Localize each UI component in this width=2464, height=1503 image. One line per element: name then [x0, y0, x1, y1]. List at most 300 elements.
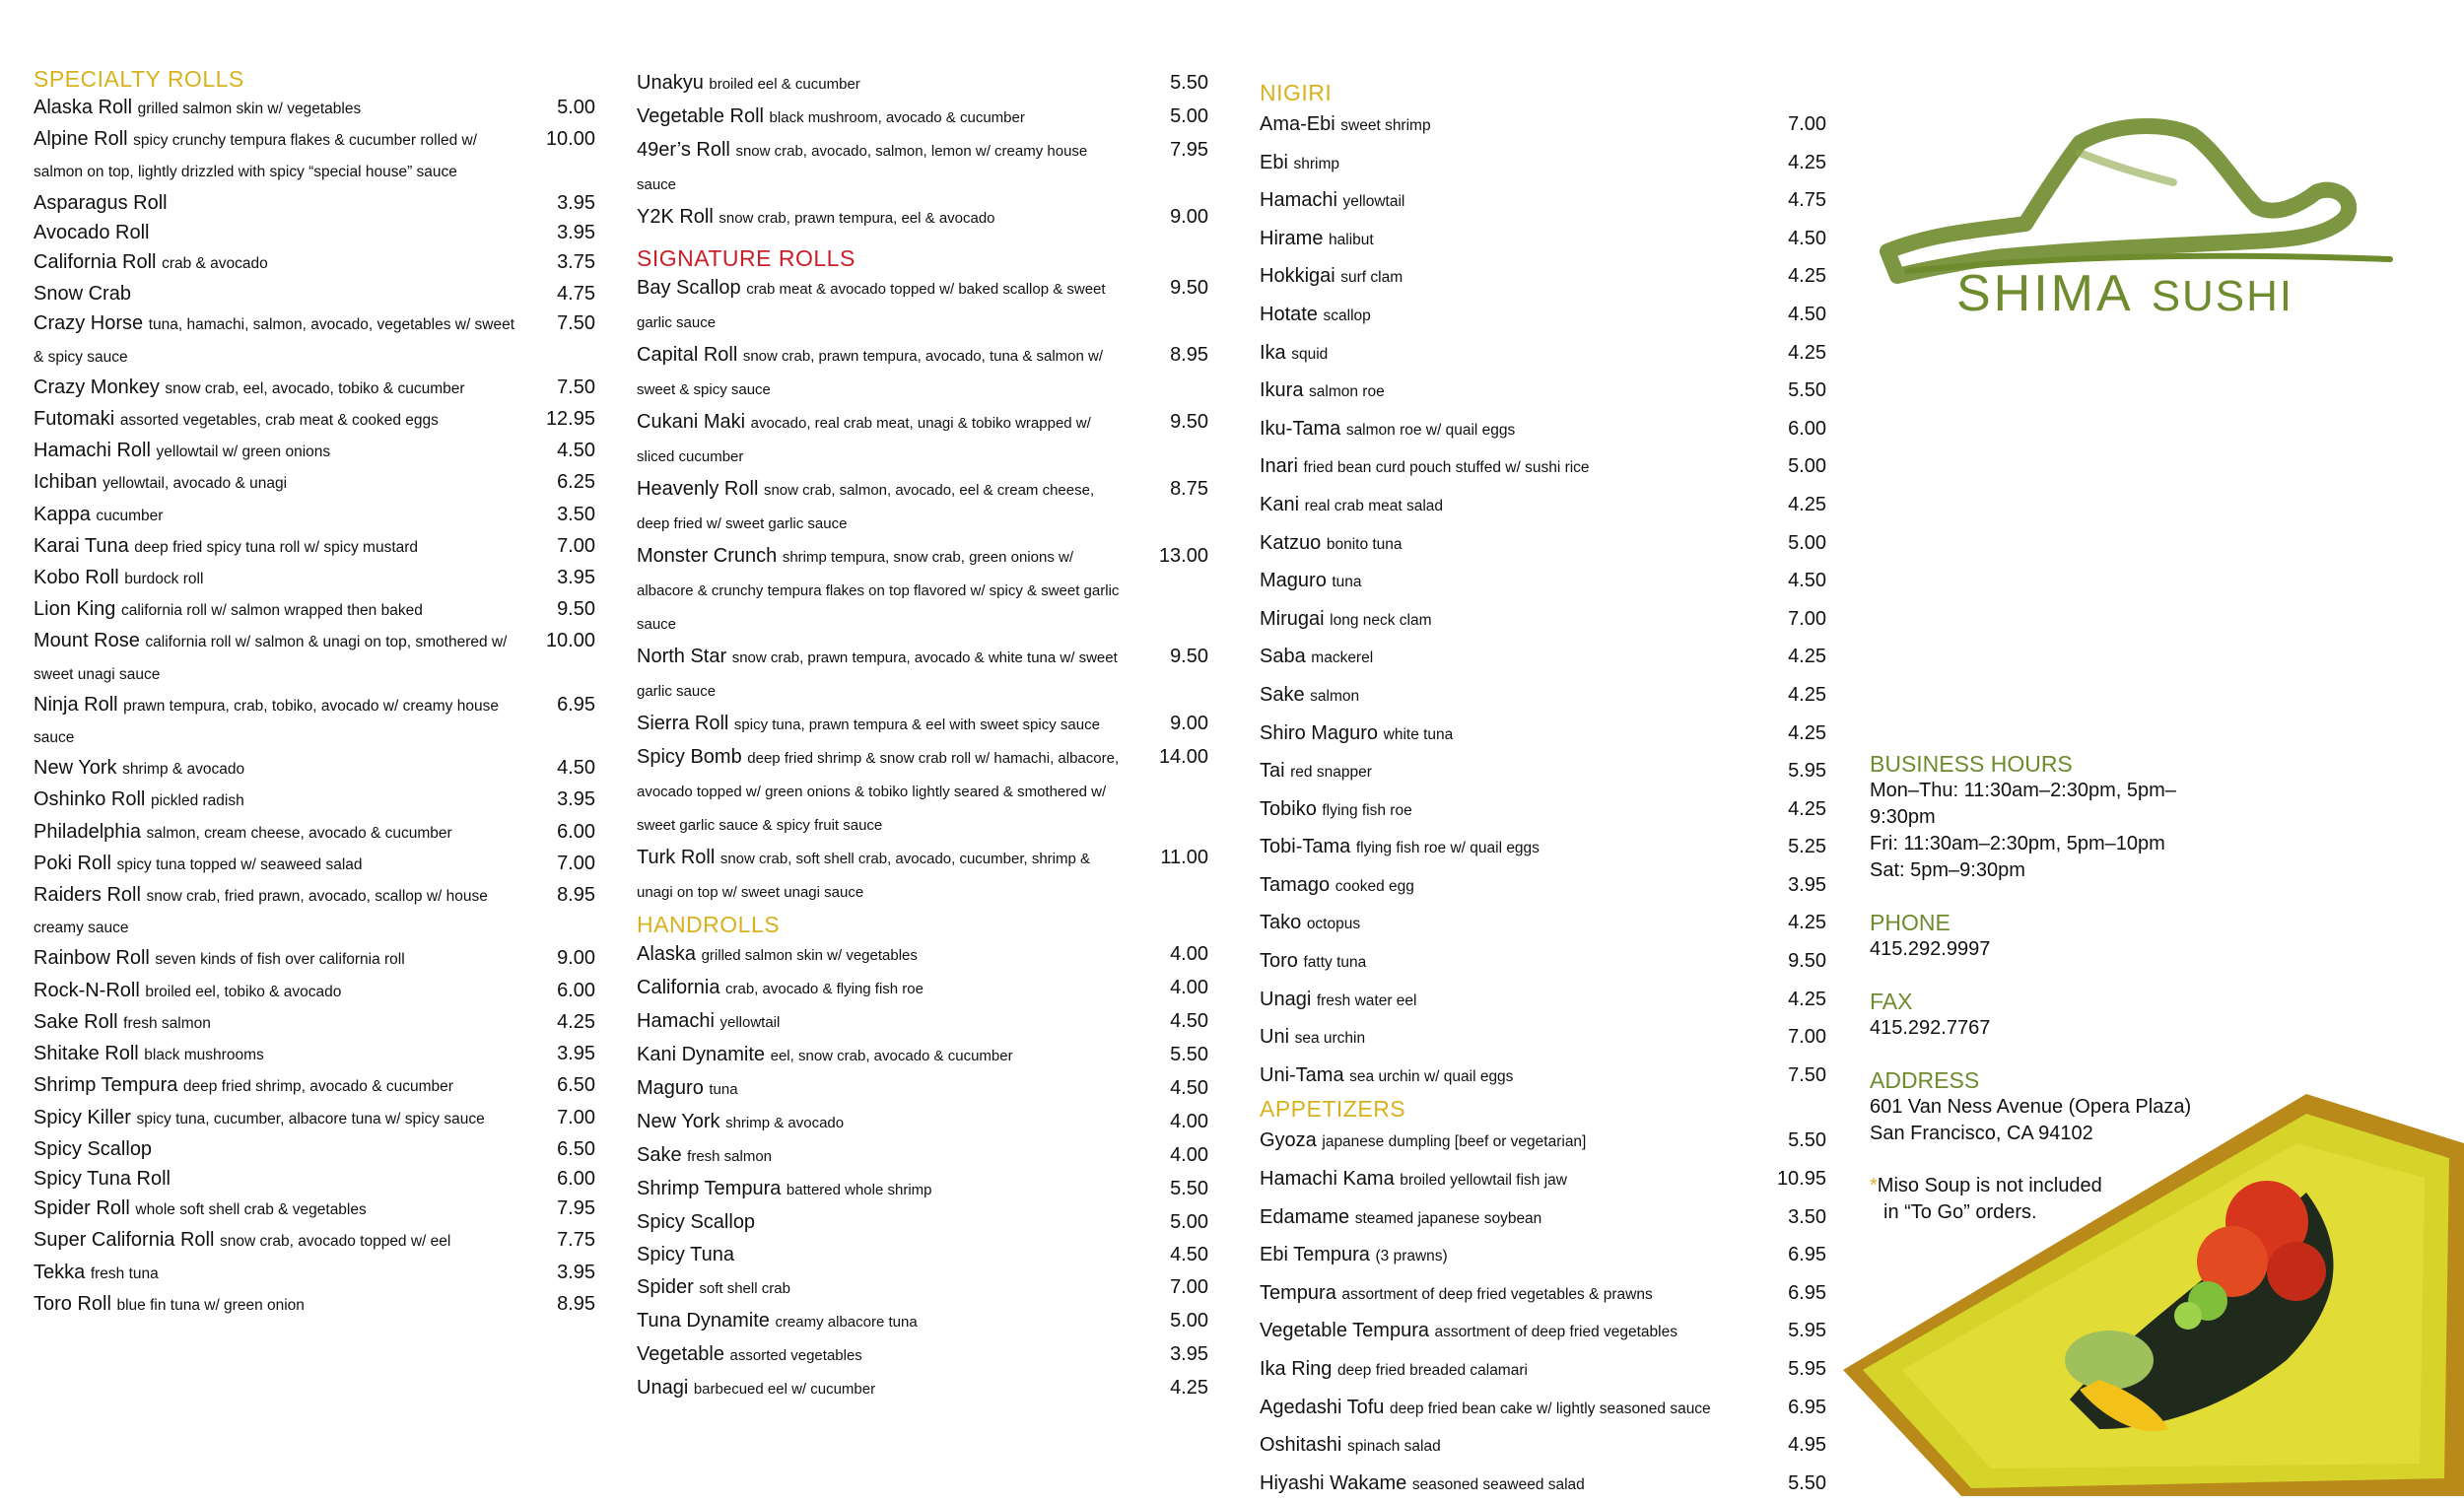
- menu-item-description: pickled radish: [150, 792, 244, 810]
- menu-item-description: deep fried shrimp & snow crab roll w/ hamachi, albacore, avocado topped w/ green onions & tobiko lightly seared & smothered w/ sweet garlic sauce & spicy fruit sauce: [637, 750, 1120, 834]
- menu-item-text: [34, 1194, 526, 1225]
- menu-item-name: Gyoza: [1260, 1129, 1317, 1152]
- menu-item: [637, 1271, 1208, 1305]
- menu-item-name: Shrimp Tempura: [34, 1074, 178, 1097]
- menu-item-name: Hotate: [1260, 303, 1318, 325]
- menu-item-price: 6.95: [1788, 1244, 1826, 1266]
- menu-item-description: deep fried bean cake w/ lightly seasoned sauce: [1389, 1400, 1711, 1417]
- menu-item-description: tuna: [709, 1081, 738, 1098]
- menu-item-description: shrimp & avocado: [725, 1115, 845, 1131]
- menu-item-text: [1260, 867, 1757, 906]
- menu-item: [1260, 1466, 1826, 1503]
- menu-item-description: snow crab, soft shell crab, avocado, cucumber, shrimp & unagi on top w/ sweet unagi sauce: [637, 851, 1091, 901]
- menu-item: [34, 690, 595, 753]
- menu-item-description: salmon roe: [1309, 383, 1385, 401]
- menu-item-name: Tempura: [1260, 1281, 1336, 1304]
- menu-item: [637, 272, 1208, 339]
- menu-item-text: [637, 272, 1139, 339]
- menu-item: [637, 101, 1208, 134]
- menu-item-text: [1260, 1275, 1757, 1314]
- menu-item-description: red snapper: [1290, 764, 1372, 782]
- menu-item-name: Hokkigai: [1260, 265, 1335, 288]
- menu-item: [1260, 791, 1826, 830]
- menu-item-description: blue fin tuna w/ green onion: [116, 1296, 305, 1314]
- menu-item-price: 5.95: [1788, 1358, 1826, 1380]
- menu-item-name: Tamago: [1260, 873, 1331, 896]
- menu-item-name: Ika: [1260, 341, 1286, 364]
- menu-item-name: Tai: [1260, 760, 1285, 783]
- menu-item-price: 7.00: [557, 852, 595, 874]
- menu-item: [1260, 1237, 1826, 1275]
- menu-item-price: 13.00: [1158, 545, 1208, 567]
- menu-item-text: [1260, 1123, 1757, 1161]
- menu-item-price: 7.00: [1788, 113, 1826, 135]
- menu-item: [34, 594, 595, 626]
- menu-item-name: Bay Scallop: [637, 277, 741, 299]
- menu-item-description: flying fish roe: [1322, 801, 1412, 819]
- menu-item-text: [34, 500, 526, 531]
- menu-item-text: [34, 404, 526, 436]
- menu-item-name: Agedashi Tofu: [1260, 1396, 1385, 1418]
- menu-item-price: 3.95: [1170, 1343, 1208, 1365]
- menu-item-description: cucumber: [96, 507, 164, 524]
- menu-item-price: 6.95: [1788, 1396, 1826, 1418]
- menu-item: [1260, 1427, 1826, 1466]
- menu-item-name: Ika Ring: [1260, 1358, 1333, 1380]
- menu-item: [1260, 1058, 1826, 1096]
- menu-item-text: [34, 531, 526, 563]
- menu-item-price: 5.50: [1788, 1471, 1826, 1494]
- menu-item-price: 4.00: [1170, 977, 1208, 998]
- menu-item-text: [637, 1173, 1139, 1206]
- menu-item-text: [34, 218, 526, 247]
- menu-item-text: [637, 641, 1139, 708]
- menu-item-text: [1260, 905, 1757, 943]
- menu-item-description: snow crab, fried prawn, avocado, scallop w/ house creamy sauce: [34, 888, 488, 937]
- menu-item-name: Ebi: [1260, 151, 1288, 173]
- menu-item-description: sea urchin w/ quail eggs: [1349, 1067, 1514, 1085]
- menu-item-description: salmon, cream cheese, avocado & cucumber: [146, 824, 452, 842]
- column-two: [637, 67, 1208, 1405]
- menu-item-description: avocado, real crab meat, unagi & tobiko wrapped w/ sliced cucumber: [637, 415, 1091, 465]
- menu-item-description: halibut: [1329, 231, 1374, 248]
- menu-item-description: crab & avocado: [162, 255, 268, 273]
- menu-item-name: Spicy Tuna: [637, 1244, 734, 1265]
- menu-item-price: 7.00: [1788, 607, 1826, 630]
- menu-item-text: [1260, 487, 1757, 525]
- menu-item-price: 5.25: [1788, 836, 1826, 858]
- menu-item-price: 9.50: [1170, 411, 1208, 433]
- menu-item: [34, 436, 595, 467]
- menu-item-name: Kani Dynamite: [637, 1044, 766, 1065]
- menu-item: [1260, 258, 1826, 297]
- menu-item-name: Spicy Scallop: [637, 1211, 756, 1233]
- menu-item-text: [1260, 1313, 1757, 1351]
- menu-item-name: Vegetable Tempura: [1260, 1320, 1429, 1342]
- menu-item: [1260, 943, 1826, 982]
- menu-item: [34, 849, 595, 880]
- menu-item-text: [1260, 639, 1757, 677]
- menu-item-price: 8.75: [1170, 478, 1208, 500]
- menu-item-name: Alaska: [637, 943, 697, 965]
- address-line: San Francisco, CA 94102: [1870, 1123, 2093, 1144]
- menu-item-price: 7.00: [1170, 1276, 1208, 1298]
- menu-item-text: [637, 1072, 1139, 1106]
- menu-item: [637, 1239, 1208, 1271]
- menu-item-description: assortment of deep fried vegetables & prawns: [1341, 1285, 1653, 1303]
- nigiri-heading: NIGIRI: [1260, 80, 1333, 105]
- menu-item-name: Toro Roll: [34, 1292, 111, 1315]
- specialty-column: [34, 65, 595, 1321]
- menu-item-description: fresh salmon: [687, 1148, 773, 1165]
- menu-item-name: Spicy Bomb: [637, 746, 742, 768]
- menu-item: [34, 279, 595, 308]
- menu-item: [34, 467, 595, 499]
- menu-item-name: Mirugai: [1260, 607, 1325, 630]
- menu-item-text: [1260, 1199, 1757, 1238]
- menu-item-name: Spider: [637, 1276, 694, 1298]
- menu-item-price: 5.00: [557, 97, 595, 118]
- menu-item-price: 6.50: [557, 1074, 595, 1097]
- menu-item: [1260, 487, 1826, 525]
- menu-item-text: [34, 279, 526, 308]
- specialty-cont-list: [637, 67, 1208, 235]
- handroll-photo: [1843, 1074, 2464, 1496]
- menu-item: [637, 938, 1208, 972]
- menu-item-text: [637, 938, 1139, 972]
- handrolls-heading: HANDROLLS: [637, 912, 781, 937]
- menu-item-text: [34, 817, 526, 849]
- menu-item-name: California: [637, 977, 720, 998]
- menu-item-text: [34, 124, 526, 187]
- handrolls-list: [637, 938, 1208, 1405]
- menu-item: [637, 201, 1208, 235]
- menu-item: [34, 1225, 595, 1257]
- menu-item-name: Tobiko: [1260, 797, 1317, 820]
- menu-item-name: Spicy Scallop: [34, 1137, 153, 1160]
- menu-item-description: broiled eel, tobiko & avocado: [145, 983, 342, 1000]
- menu-item-name: Mount Rose: [34, 630, 140, 652]
- menu-item-price: 4.25: [1788, 988, 1826, 1010]
- menu-item-name: Raiders Roll: [34, 884, 141, 907]
- menu-item-name: Avocado Roll: [34, 221, 150, 243]
- menu-item-price: 9.50: [557, 598, 595, 621]
- menu-item: [1260, 373, 1826, 411]
- menu-item-name: Sake: [637, 1144, 682, 1166]
- menu-item: [34, 753, 595, 785]
- menu-item-description: yellowtail: [1342, 193, 1405, 211]
- menu-item-price: 9.00: [1170, 713, 1208, 734]
- menu-item-description: whole soft shell crab & vegetables: [135, 1201, 367, 1219]
- menu-item-price: 4.75: [557, 283, 595, 306]
- menu-item-name: Vegetable Roll: [637, 105, 764, 127]
- menu-item-description: shrimp: [1293, 155, 1339, 172]
- menu-item: [637, 134, 1208, 201]
- menu-item-description: cooked egg: [1335, 877, 1414, 895]
- menu-item-text: [637, 1106, 1139, 1139]
- menu-item-text: [34, 785, 526, 816]
- menu-item-description: sea urchin: [1294, 1030, 1366, 1048]
- menu-item-price: 4.25: [1788, 646, 1826, 668]
- menu-item-description: grilled salmon skin w/ vegetables: [701, 947, 918, 964]
- menu-item-name: Shiro Maguro: [1260, 721, 1379, 744]
- menu-item-price: 5.00: [1788, 531, 1826, 554]
- menu-item-price: 7.00: [557, 1106, 595, 1128]
- menu-item-price: 3.95: [557, 1261, 595, 1283]
- menu-item: [34, 1194, 595, 1225]
- menu-item: [1260, 297, 1826, 335]
- menu-item-price: 5.50: [1788, 379, 1826, 402]
- menu-item-name: Poki Roll: [34, 852, 111, 874]
- menu-item-description: assortment of deep fried vegetables: [1434, 1324, 1677, 1341]
- menu-item-name: Toro: [1260, 950, 1298, 973]
- menu-item-text: [1260, 1237, 1757, 1275]
- menu-item-name: Turk Roll: [637, 847, 716, 868]
- menu-item-description: flying fish roe w/ quail eggs: [1355, 840, 1540, 857]
- menu-item-name: Unakyu: [637, 72, 704, 94]
- menu-item-text: [1260, 145, 1757, 183]
- menu-item: [34, 785, 595, 816]
- menu-item-name: New York: [637, 1111, 720, 1132]
- menu-item: [637, 1173, 1208, 1206]
- menu-item-text: [34, 467, 526, 499]
- menu-item-price: 5.00: [1170, 105, 1208, 127]
- column-three: [1260, 79, 1826, 1503]
- menu-item-description: snow crab, salmon, avocado, eel & cream cheese, deep fried w/ sweet garlic sauce: [637, 482, 1095, 532]
- menu-item-text: [1260, 1466, 1757, 1503]
- menu-item-name: Crazy Monkey: [34, 376, 160, 398]
- menu-item: [637, 1039, 1208, 1072]
- menu-item-description: soft shell crab: [699, 1280, 790, 1297]
- menu-item-text: [1260, 677, 1757, 716]
- menu-item-price: 5.00: [1788, 455, 1826, 478]
- menu-item-name: Ebi Tempura: [1260, 1244, 1370, 1266]
- specialty-heading: SPECIALTY ROLLS: [34, 66, 244, 92]
- menu-item-price: 4.00: [1170, 1144, 1208, 1166]
- menu-item-text: [34, 880, 526, 943]
- menu-item-name: Tuna Dynamite: [637, 1310, 770, 1332]
- menu-item-name: Uni-Tama: [1260, 1063, 1344, 1086]
- menu-item-text: [1260, 258, 1757, 297]
- menu-item-description: shrimp tempura, snow crab, green onions w/ albacore & crunchy tempura flakes on top flavored w/ spicy & sweet garlic sauce: [637, 549, 1120, 633]
- menu-item-price: 6.00: [557, 979, 595, 1001]
- menu-item-description: fatty tuna: [1303, 954, 1367, 972]
- menu-item-price: 4.00: [1170, 1111, 1208, 1132]
- menu-item: [34, 531, 595, 563]
- brand-name-shima: SHIMA: [1956, 265, 2134, 322]
- menu-item-description: california roll w/ salmon wrapped then baked: [120, 602, 423, 620]
- menu-item-text: [1260, 1390, 1757, 1428]
- menu-item-text: [637, 741, 1139, 842]
- menu-item: [1260, 601, 1826, 640]
- menu-item-description: mackerel: [1311, 649, 1374, 667]
- hours-label: BUSINESS HOURS: [1870, 751, 2073, 777]
- menu-item: [637, 1106, 1208, 1139]
- menu-item-price: 7.95: [557, 1197, 595, 1220]
- menu-item: [637, 641, 1208, 708]
- menu-item-text: [34, 1103, 526, 1134]
- menu-item-description: snow crab, avocado, salmon, lemon w/ creamy house sauce: [637, 143, 1088, 193]
- menu-item-text: [34, 690, 526, 753]
- menu-item-description: california roll w/ salmon & unagi on top, smothered w/ sweet unagi sauce: [34, 634, 508, 683]
- menu-item-text: [34, 1039, 526, 1070]
- menu-item-description: deep fried shrimp, avocado & cucumber: [182, 1078, 453, 1096]
- menu-item-text: [1260, 753, 1757, 791]
- note-line: in “To Go” orders.: [1883, 1201, 2037, 1223]
- menu-item-name: Spicy Tuna Roll: [34, 1167, 171, 1190]
- menu-item-name: Tekka: [34, 1261, 86, 1283]
- menu-item-description: seven kinds of fish over california roll: [155, 951, 405, 969]
- menu-item-description: crab, avocado & flying fish roe: [725, 981, 924, 997]
- menu-item-name: Lion King: [34, 598, 116, 621]
- menu-item: [637, 1072, 1208, 1106]
- address-line: 601 Van Ness Avenue (Opera Plaza): [1870, 1096, 2192, 1118]
- menu-item-description: fresh tuna: [90, 1264, 159, 1282]
- menu-item-name: Snow Crab: [34, 283, 131, 306]
- menu-item-name: Capital Roll: [637, 344, 738, 366]
- menu-item-text: [34, 373, 526, 404]
- menu-item-price: 6.25: [557, 471, 595, 494]
- menu-item-price: 3.95: [1788, 873, 1826, 896]
- menu-item: [34, 308, 595, 372]
- menu-item-price: 3.75: [557, 251, 595, 274]
- menu-item-text: [637, 1305, 1139, 1338]
- menu-item: [34, 1164, 595, 1194]
- menu-item-name: Unagi: [637, 1377, 689, 1399]
- menu-item-text: [1260, 563, 1757, 601]
- menu-item-text: [1260, 791, 1757, 830]
- menu-item: [34, 218, 595, 247]
- menu-item-description: crab meat & avocado topped w/ baked scallop & sweet garlic sauce: [637, 281, 1106, 331]
- menu-item: [637, 708, 1208, 741]
- menu-item-price: 9.00: [557, 947, 595, 970]
- menu-item-description: spicy tuna topped w/ seaweed salad: [116, 855, 363, 873]
- menu-item: [1260, 905, 1826, 943]
- phone-number[interactable]: 415.292.9997: [1870, 938, 1991, 960]
- menu-item: [34, 1007, 595, 1039]
- menu-item: [637, 473, 1208, 540]
- menu-item-price: 7.00: [557, 534, 595, 557]
- menu-item-description: salmon: [1310, 687, 1360, 705]
- menu-item-price: 4.25: [1788, 341, 1826, 364]
- menu-item-price: 11.00: [1160, 847, 1208, 868]
- menu-item-price: 4.00: [1170, 943, 1208, 965]
- menu-item-name: Oshinko Roll: [34, 788, 146, 811]
- menu-item-price: 6.00: [1788, 417, 1826, 440]
- menu-item-name: Vegetable: [637, 1343, 724, 1365]
- menu-item-text: [34, 626, 526, 689]
- menu-item-price: 3.95: [557, 191, 595, 214]
- menu-item-description: tuna: [1332, 574, 1362, 591]
- menu-item-text: [34, 436, 526, 467]
- menu-item-name: Hamachi: [637, 1010, 715, 1032]
- menu-item-price: 4.25: [1788, 683, 1826, 706]
- menu-item-text: [637, 1206, 1139, 1239]
- menu-item: [637, 540, 1208, 641]
- menu-item-price: 4.95: [1788, 1434, 1826, 1457]
- menu-item-text: [637, 201, 1139, 235]
- address-label: ADDRESS: [1870, 1067, 1980, 1093]
- menu-item-name: Karai Tuna: [34, 534, 129, 557]
- menu-item: [34, 626, 595, 689]
- menu-item-name: Spider Roll: [34, 1197, 130, 1220]
- menu-item-text: [34, 1258, 526, 1289]
- appetizers-list: [1260, 1123, 1826, 1503]
- menu-item: [1260, 1390, 1826, 1428]
- menu-item-price: 4.25: [1788, 797, 1826, 820]
- menu-item-name: Unagi: [1260, 988, 1312, 1010]
- menu-item: [34, 943, 595, 975]
- menu-item-name: Asparagus Roll: [34, 191, 168, 214]
- menu-item-text: [1260, 525, 1757, 564]
- menu-item-text: [1260, 335, 1757, 374]
- menu-item: [34, 817, 595, 849]
- menu-item-description: yellowtail w/ green onions: [156, 444, 331, 461]
- menu-item-name: Ichiban: [34, 471, 98, 494]
- menu-item-price: 12.95: [545, 408, 595, 431]
- menu-item-price: 9.50: [1170, 646, 1208, 667]
- nigiri-list: [1260, 106, 1826, 1095]
- menu-item-price: 3.50: [1788, 1205, 1826, 1228]
- menu-item-name: Kobo Roll: [34, 567, 119, 589]
- menu-item-text: [34, 308, 526, 372]
- menu-item-text: [34, 93, 526, 124]
- menu-item-price: 10.00: [545, 128, 595, 151]
- menu-item-description: snow crab, eel, avocado, tobiko & cucumber: [165, 379, 465, 397]
- signature-list: [637, 272, 1208, 909]
- menu-item: [34, 373, 595, 404]
- menu-item: [1260, 525, 1826, 564]
- menu-item-text: [34, 1289, 526, 1321]
- menu-item-price: 5.50: [1170, 1044, 1208, 1065]
- menu-item: [1260, 182, 1826, 221]
- menu-item-text: [637, 1239, 1139, 1271]
- menu-item-text: [637, 708, 1139, 741]
- menu-item: [34, 1289, 595, 1321]
- menu-item: [1260, 1313, 1826, 1351]
- menu-item-description: barbecued eel w/ cucumber: [693, 1381, 876, 1398]
- menu-item-price: 4.50: [1170, 1077, 1208, 1099]
- menu-item-description: shrimp & avocado: [122, 761, 245, 779]
- menu-item-name: Ikura: [1260, 379, 1304, 402]
- menu-item-text: [34, 1225, 526, 1257]
- menu-item-name: Philadelphia: [34, 820, 141, 843]
- menu-item-name: Ama-Ebi: [1260, 113, 1335, 135]
- menu-item-text: [637, 1338, 1139, 1372]
- menu-item-text: [1260, 106, 1757, 145]
- menu-item: [1260, 411, 1826, 449]
- menu-item: [34, 188, 595, 218]
- menu-item-text: [637, 1271, 1139, 1305]
- menu-item: [637, 1305, 1208, 1338]
- menu-item-description: long neck clam: [1330, 611, 1432, 629]
- menu-item-description: yellowtail: [719, 1014, 781, 1031]
- menu-item-description: sweet shrimp: [1340, 117, 1431, 134]
- menu-item-name: Oshitashi: [1260, 1434, 1342, 1457]
- menu-item-name: Alaska Roll: [34, 97, 133, 118]
- menu-item: [637, 339, 1208, 406]
- menu-item-price: 7.00: [1788, 1026, 1826, 1049]
- menu-item-description: fried bean curd pouch stuffed w/ sushi rice: [1303, 459, 1590, 477]
- brand-name-sushi: SUSHI: [2151, 272, 2294, 320]
- menu-item-description: white tuna: [1383, 725, 1454, 743]
- menu-item-price: 6.95: [1788, 1281, 1826, 1304]
- menu-item-text: [1260, 373, 1757, 411]
- menu-item-text: [34, 1070, 526, 1102]
- menu-item-text: [637, 1039, 1139, 1072]
- menu-item: [637, 67, 1208, 101]
- menu-item: [1260, 145, 1826, 183]
